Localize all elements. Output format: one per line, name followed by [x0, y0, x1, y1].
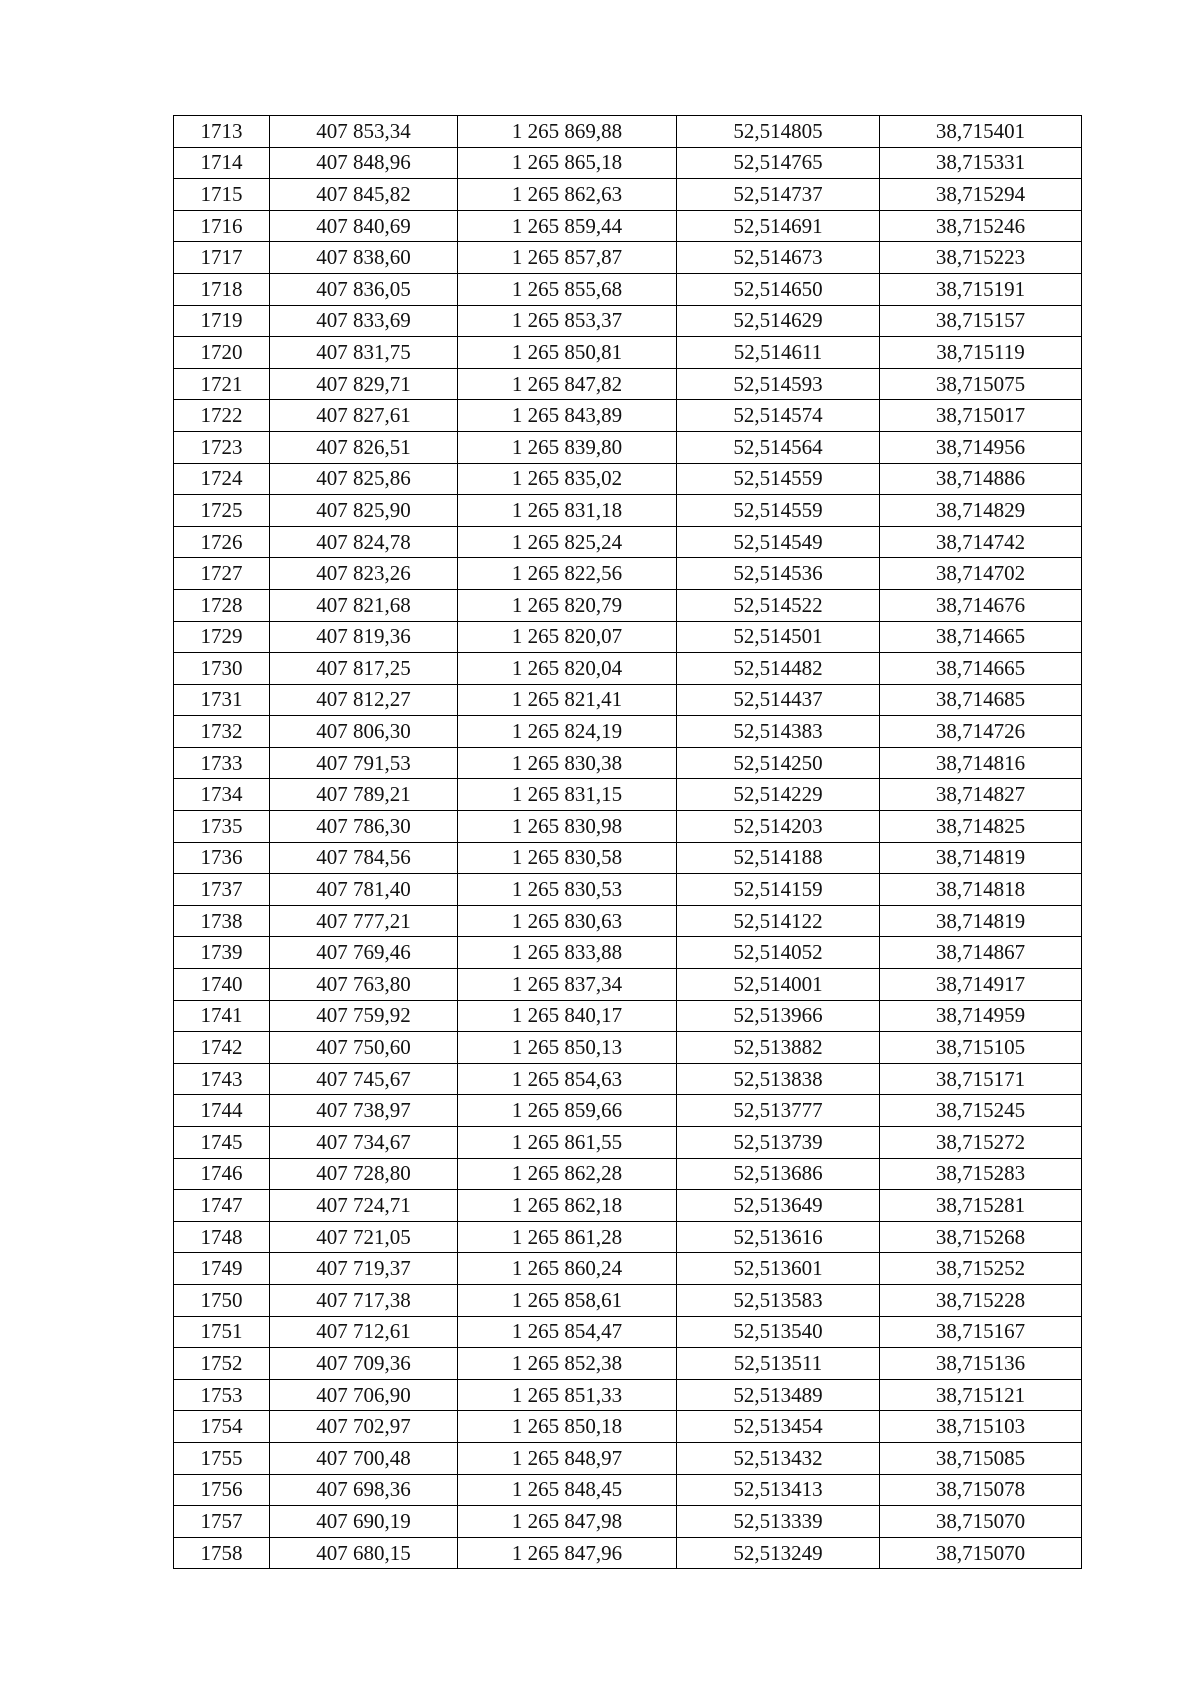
y-coordinate-cell: 1 265 821,41 [458, 684, 677, 716]
x-coordinate-cell: 407 709,36 [270, 1348, 458, 1380]
table-row [174, 684, 1082, 716]
x-coordinate-cell: 407 690,19 [270, 1506, 458, 1538]
table-row [174, 558, 1082, 590]
latitude-cell: 52,514001 [677, 969, 880, 1001]
y-coordinate-cell: 1 265 847,96 [458, 1537, 677, 1569]
latitude-cell: 52,514522 [677, 589, 880, 621]
x-coordinate-cell: 407 759,92 [270, 1000, 458, 1032]
y-coordinate-cell: 1 265 862,63 [458, 179, 677, 211]
point-number-cell: 1739 [174, 937, 270, 969]
table-row [174, 779, 1082, 811]
latitude-cell: 52,513838 [677, 1063, 880, 1095]
latitude-cell: 52,513339 [677, 1506, 880, 1538]
table-row [174, 1284, 1082, 1316]
x-coordinate-cell: 407 769,46 [270, 937, 458, 969]
point-number-cell: 1754 [174, 1411, 270, 1443]
longitude-cell: 38,715268 [880, 1221, 1082, 1253]
table-row [174, 1537, 1082, 1569]
longitude-cell: 38,714816 [880, 747, 1082, 779]
table-row [174, 179, 1082, 211]
y-coordinate-cell: 1 265 833,88 [458, 937, 677, 969]
table-row [174, 1063, 1082, 1095]
y-coordinate-cell: 1 265 850,18 [458, 1411, 677, 1443]
longitude-cell: 38,715103 [880, 1411, 1082, 1443]
x-coordinate-cell: 407 840,69 [270, 210, 458, 242]
longitude-cell: 38,715070 [880, 1506, 1082, 1538]
y-coordinate-cell: 1 265 820,07 [458, 621, 677, 653]
latitude-cell: 52,513649 [677, 1190, 880, 1222]
longitude-cell: 38,714956 [880, 431, 1082, 463]
latitude-cell: 52,513489 [677, 1379, 880, 1411]
y-coordinate-cell: 1 265 822,56 [458, 558, 677, 590]
point-number-cell: 1730 [174, 653, 270, 685]
y-coordinate-cell: 1 265 853,37 [458, 305, 677, 337]
latitude-cell: 52,514691 [677, 210, 880, 242]
x-coordinate-cell: 407 724,71 [270, 1190, 458, 1222]
x-coordinate-cell: 407 819,36 [270, 621, 458, 653]
y-coordinate-cell: 1 265 830,53 [458, 874, 677, 906]
latitude-cell: 52,513616 [677, 1221, 880, 1253]
y-coordinate-cell: 1 265 835,02 [458, 463, 677, 495]
longitude-cell: 38,714702 [880, 558, 1082, 590]
y-coordinate-cell: 1 265 861,55 [458, 1127, 677, 1159]
point-number-cell: 1749 [174, 1253, 270, 1285]
latitude-cell: 52,514122 [677, 905, 880, 937]
latitude-cell: 52,514564 [677, 431, 880, 463]
table-row [174, 589, 1082, 621]
x-coordinate-cell: 407 745,67 [270, 1063, 458, 1095]
latitude-cell: 52,514250 [677, 747, 880, 779]
longitude-cell: 38,714726 [880, 716, 1082, 748]
y-coordinate-cell: 1 265 820,79 [458, 589, 677, 621]
latitude-cell: 52,514765 [677, 147, 880, 179]
longitude-cell: 38,715191 [880, 273, 1082, 305]
y-coordinate-cell: 1 265 862,28 [458, 1158, 677, 1190]
point-number-cell: 1746 [174, 1158, 270, 1190]
longitude-cell: 38,714742 [880, 526, 1082, 558]
x-coordinate-cell: 407 848,96 [270, 147, 458, 179]
latitude-cell: 52,514629 [677, 305, 880, 337]
table-row [174, 1411, 1082, 1443]
latitude-cell: 52,513686 [677, 1158, 880, 1190]
longitude-cell: 38,715157 [880, 305, 1082, 337]
longitude-cell: 38,715070 [880, 1537, 1082, 1569]
y-coordinate-cell: 1 265 850,13 [458, 1032, 677, 1064]
point-number-cell: 1714 [174, 147, 270, 179]
y-coordinate-cell: 1 265 847,98 [458, 1506, 677, 1538]
y-coordinate-cell: 1 265 857,87 [458, 242, 677, 274]
point-number-cell: 1734 [174, 779, 270, 811]
latitude-cell: 52,514188 [677, 842, 880, 874]
point-number-cell: 1722 [174, 400, 270, 432]
table-row [174, 273, 1082, 305]
point-number-cell: 1737 [174, 874, 270, 906]
table-row [174, 305, 1082, 337]
x-coordinate-cell: 407 826,51 [270, 431, 458, 463]
point-number-cell: 1735 [174, 811, 270, 843]
point-number-cell: 1748 [174, 1221, 270, 1253]
longitude-cell: 38,715085 [880, 1442, 1082, 1474]
latitude-cell: 52,514650 [677, 273, 880, 305]
latitude-cell: 52,514805 [677, 116, 880, 148]
x-coordinate-cell: 407 833,69 [270, 305, 458, 337]
x-coordinate-cell: 407 789,21 [270, 779, 458, 811]
latitude-cell: 52,513413 [677, 1474, 880, 1506]
point-number-cell: 1757 [174, 1506, 270, 1538]
y-coordinate-cell: 1 265 848,97 [458, 1442, 677, 1474]
point-number-cell: 1733 [174, 747, 270, 779]
table-row [174, 1032, 1082, 1064]
latitude-cell: 52,514549 [677, 526, 880, 558]
longitude-cell: 38,715246 [880, 210, 1082, 242]
table-row [174, 874, 1082, 906]
y-coordinate-cell: 1 265 859,66 [458, 1095, 677, 1127]
longitude-cell: 38,715401 [880, 116, 1082, 148]
x-coordinate-cell: 407 821,68 [270, 589, 458, 621]
x-coordinate-cell: 407 791,53 [270, 747, 458, 779]
longitude-cell: 38,715223 [880, 242, 1082, 274]
latitude-cell: 52,514673 [677, 242, 880, 274]
point-number-cell: 1732 [174, 716, 270, 748]
latitude-cell: 52,514574 [677, 400, 880, 432]
latitude-cell: 52,513511 [677, 1348, 880, 1380]
table-row [174, 937, 1082, 969]
point-number-cell: 1726 [174, 526, 270, 558]
y-coordinate-cell: 1 265 840,17 [458, 1000, 677, 1032]
longitude-cell: 38,715136 [880, 1348, 1082, 1380]
longitude-cell: 38,715283 [880, 1158, 1082, 1190]
point-number-cell: 1745 [174, 1127, 270, 1159]
table-row [174, 621, 1082, 653]
y-coordinate-cell: 1 265 858,61 [458, 1284, 677, 1316]
point-number-cell: 1758 [174, 1537, 270, 1569]
x-coordinate-cell: 407 845,82 [270, 179, 458, 211]
table-row [174, 463, 1082, 495]
table-row [174, 842, 1082, 874]
y-coordinate-cell: 1 265 839,80 [458, 431, 677, 463]
y-coordinate-cell: 1 265 859,44 [458, 210, 677, 242]
longitude-cell: 38,714685 [880, 684, 1082, 716]
point-number-cell: 1753 [174, 1379, 270, 1411]
longitude-cell: 38,715281 [880, 1190, 1082, 1222]
point-number-cell: 1742 [174, 1032, 270, 1064]
longitude-cell: 38,714665 [880, 653, 1082, 685]
x-coordinate-cell: 407 786,30 [270, 811, 458, 843]
point-number-cell: 1727 [174, 558, 270, 590]
x-coordinate-cell: 407 836,05 [270, 273, 458, 305]
table-row [174, 526, 1082, 558]
table-row [174, 1127, 1082, 1159]
longitude-cell: 38,715228 [880, 1284, 1082, 1316]
y-coordinate-cell: 1 265 820,04 [458, 653, 677, 685]
latitude-cell: 52,513583 [677, 1284, 880, 1316]
table-row [174, 969, 1082, 1001]
y-coordinate-cell: 1 265 852,38 [458, 1348, 677, 1380]
longitude-cell: 38,714665 [880, 621, 1082, 653]
table-row [174, 1506, 1082, 1538]
point-number-cell: 1723 [174, 431, 270, 463]
table-row [174, 716, 1082, 748]
y-coordinate-cell: 1 265 860,24 [458, 1253, 677, 1285]
latitude-cell: 52,513777 [677, 1095, 880, 1127]
latitude-cell: 52,514203 [677, 811, 880, 843]
latitude-cell: 52,514593 [677, 368, 880, 400]
longitude-cell: 38,715331 [880, 147, 1082, 179]
y-coordinate-cell: 1 265 830,38 [458, 747, 677, 779]
latitude-cell: 52,514052 [677, 937, 880, 969]
latitude-cell: 52,513882 [677, 1032, 880, 1064]
x-coordinate-cell: 407 750,60 [270, 1032, 458, 1064]
point-number-cell: 1720 [174, 337, 270, 369]
point-number-cell: 1719 [174, 305, 270, 337]
longitude-cell: 38,714819 [880, 905, 1082, 937]
x-coordinate-cell: 407 702,97 [270, 1411, 458, 1443]
point-number-cell: 1736 [174, 842, 270, 874]
latitude-cell: 52,513540 [677, 1316, 880, 1348]
latitude-cell: 52,513454 [677, 1411, 880, 1443]
latitude-cell: 52,513739 [677, 1127, 880, 1159]
point-number-cell: 1756 [174, 1474, 270, 1506]
y-coordinate-cell: 1 265 831,15 [458, 779, 677, 811]
longitude-cell: 38,715171 [880, 1063, 1082, 1095]
latitude-cell: 52,514501 [677, 621, 880, 653]
longitude-cell: 38,715167 [880, 1316, 1082, 1348]
point-number-cell: 1743 [174, 1063, 270, 1095]
longitude-cell: 38,714819 [880, 842, 1082, 874]
latitude-cell: 52,514437 [677, 684, 880, 716]
x-coordinate-cell: 407 829,71 [270, 368, 458, 400]
point-number-cell: 1744 [174, 1095, 270, 1127]
point-number-cell: 1750 [174, 1284, 270, 1316]
point-number-cell: 1752 [174, 1348, 270, 1380]
x-coordinate-cell: 407 823,26 [270, 558, 458, 590]
table-row [174, 811, 1082, 843]
latitude-cell: 52,514229 [677, 779, 880, 811]
latitude-cell: 52,513249 [677, 1537, 880, 1569]
table-row [174, 147, 1082, 179]
table-row [174, 1000, 1082, 1032]
longitude-cell: 38,714829 [880, 495, 1082, 527]
table-row [174, 1316, 1082, 1348]
latitude-cell: 52,514383 [677, 716, 880, 748]
x-coordinate-cell: 407 784,56 [270, 842, 458, 874]
point-number-cell: 1718 [174, 273, 270, 305]
x-coordinate-cell: 407 698,36 [270, 1474, 458, 1506]
coordinate-table [173, 115, 1082, 1569]
table-row [174, 431, 1082, 463]
longitude-cell: 38,714825 [880, 811, 1082, 843]
y-coordinate-cell: 1 265 861,28 [458, 1221, 677, 1253]
latitude-cell: 52,514737 [677, 179, 880, 211]
table-row [174, 337, 1082, 369]
point-number-cell: 1721 [174, 368, 270, 400]
longitude-cell: 38,715075 [880, 368, 1082, 400]
y-coordinate-cell: 1 265 865,18 [458, 147, 677, 179]
x-coordinate-cell: 407 738,97 [270, 1095, 458, 1127]
longitude-cell: 38,714867 [880, 937, 1082, 969]
point-number-cell: 1715 [174, 179, 270, 211]
y-coordinate-cell: 1 265 831,18 [458, 495, 677, 527]
x-coordinate-cell: 407 728,80 [270, 1158, 458, 1190]
table-row [174, 210, 1082, 242]
y-coordinate-cell: 1 265 854,63 [458, 1063, 677, 1095]
x-coordinate-cell: 407 831,75 [270, 337, 458, 369]
longitude-cell: 38,715252 [880, 1253, 1082, 1285]
table-row [174, 368, 1082, 400]
x-coordinate-cell: 407 825,86 [270, 463, 458, 495]
y-coordinate-cell: 1 265 855,68 [458, 273, 677, 305]
coordinate-table-body [174, 116, 1082, 1569]
x-coordinate-cell: 407 812,27 [270, 684, 458, 716]
x-coordinate-cell: 407 712,61 [270, 1316, 458, 1348]
table-row [174, 653, 1082, 685]
latitude-cell: 52,513601 [677, 1253, 880, 1285]
x-coordinate-cell: 407 853,34 [270, 116, 458, 148]
table-row [174, 242, 1082, 274]
longitude-cell: 38,714676 [880, 589, 1082, 621]
y-coordinate-cell: 1 265 837,34 [458, 969, 677, 1001]
y-coordinate-cell: 1 265 830,63 [458, 905, 677, 937]
table-row [174, 116, 1082, 148]
point-number-cell: 1738 [174, 905, 270, 937]
longitude-cell: 38,715119 [880, 337, 1082, 369]
x-coordinate-cell: 407 781,40 [270, 874, 458, 906]
table-row [174, 1474, 1082, 1506]
latitude-cell: 52,514482 [677, 653, 880, 685]
x-coordinate-cell: 407 680,15 [270, 1537, 458, 1569]
table-row [174, 1190, 1082, 1222]
longitude-cell: 38,715294 [880, 179, 1082, 211]
table-row [174, 747, 1082, 779]
y-coordinate-cell: 1 265 825,24 [458, 526, 677, 558]
point-number-cell: 1731 [174, 684, 270, 716]
latitude-cell: 52,514536 [677, 558, 880, 590]
table-row [174, 1379, 1082, 1411]
x-coordinate-cell: 407 721,05 [270, 1221, 458, 1253]
y-coordinate-cell: 1 265 830,58 [458, 842, 677, 874]
latitude-cell: 52,514611 [677, 337, 880, 369]
x-coordinate-cell: 407 838,60 [270, 242, 458, 274]
longitude-cell: 38,714818 [880, 874, 1082, 906]
x-coordinate-cell: 407 827,61 [270, 400, 458, 432]
table-row [174, 905, 1082, 937]
x-coordinate-cell: 407 700,48 [270, 1442, 458, 1474]
y-coordinate-cell: 1 265 848,45 [458, 1474, 677, 1506]
point-number-cell: 1717 [174, 242, 270, 274]
y-coordinate-cell: 1 265 854,47 [458, 1316, 677, 1348]
x-coordinate-cell: 407 777,21 [270, 905, 458, 937]
point-number-cell: 1747 [174, 1190, 270, 1222]
point-number-cell: 1729 [174, 621, 270, 653]
table-row [174, 1442, 1082, 1474]
table-row [174, 1221, 1082, 1253]
point-number-cell: 1755 [174, 1442, 270, 1474]
point-number-cell: 1724 [174, 463, 270, 495]
longitude-cell: 38,714959 [880, 1000, 1082, 1032]
x-coordinate-cell: 407 734,67 [270, 1127, 458, 1159]
latitude-cell: 52,513432 [677, 1442, 880, 1474]
latitude-cell: 52,514159 [677, 874, 880, 906]
longitude-cell: 38,715105 [880, 1032, 1082, 1064]
point-number-cell: 1713 [174, 116, 270, 148]
x-coordinate-cell: 407 817,25 [270, 653, 458, 685]
y-coordinate-cell: 1 265 850,81 [458, 337, 677, 369]
longitude-cell: 38,715078 [880, 1474, 1082, 1506]
table-row [174, 1253, 1082, 1285]
table-row [174, 1348, 1082, 1380]
y-coordinate-cell: 1 265 869,88 [458, 116, 677, 148]
longitude-cell: 38,714886 [880, 463, 1082, 495]
longitude-cell: 38,715121 [880, 1379, 1082, 1411]
longitude-cell: 38,714827 [880, 779, 1082, 811]
y-coordinate-cell: 1 265 847,82 [458, 368, 677, 400]
table-row [174, 1158, 1082, 1190]
y-coordinate-cell: 1 265 843,89 [458, 400, 677, 432]
longitude-cell: 38,715272 [880, 1127, 1082, 1159]
latitude-cell: 52,513966 [677, 1000, 880, 1032]
y-coordinate-cell: 1 265 862,18 [458, 1190, 677, 1222]
x-coordinate-cell: 407 806,30 [270, 716, 458, 748]
point-number-cell: 1740 [174, 969, 270, 1001]
longitude-cell: 38,715245 [880, 1095, 1082, 1127]
x-coordinate-cell: 407 763,80 [270, 969, 458, 1001]
x-coordinate-cell: 407 824,78 [270, 526, 458, 558]
x-coordinate-cell: 407 717,38 [270, 1284, 458, 1316]
x-coordinate-cell: 407 719,37 [270, 1253, 458, 1285]
longitude-cell: 38,714917 [880, 969, 1082, 1001]
point-number-cell: 1741 [174, 1000, 270, 1032]
latitude-cell: 52,514559 [677, 495, 880, 527]
x-coordinate-cell: 407 706,90 [270, 1379, 458, 1411]
y-coordinate-cell: 1 265 851,33 [458, 1379, 677, 1411]
point-number-cell: 1716 [174, 210, 270, 242]
point-number-cell: 1751 [174, 1316, 270, 1348]
y-coordinate-cell: 1 265 824,19 [458, 716, 677, 748]
point-number-cell: 1728 [174, 589, 270, 621]
table-row [174, 400, 1082, 432]
latitude-cell: 52,514559 [677, 463, 880, 495]
longitude-cell: 38,715017 [880, 400, 1082, 432]
table-row [174, 495, 1082, 527]
x-coordinate-cell: 407 825,90 [270, 495, 458, 527]
y-coordinate-cell: 1 265 830,98 [458, 811, 677, 843]
point-number-cell: 1725 [174, 495, 270, 527]
table-row [174, 1095, 1082, 1127]
